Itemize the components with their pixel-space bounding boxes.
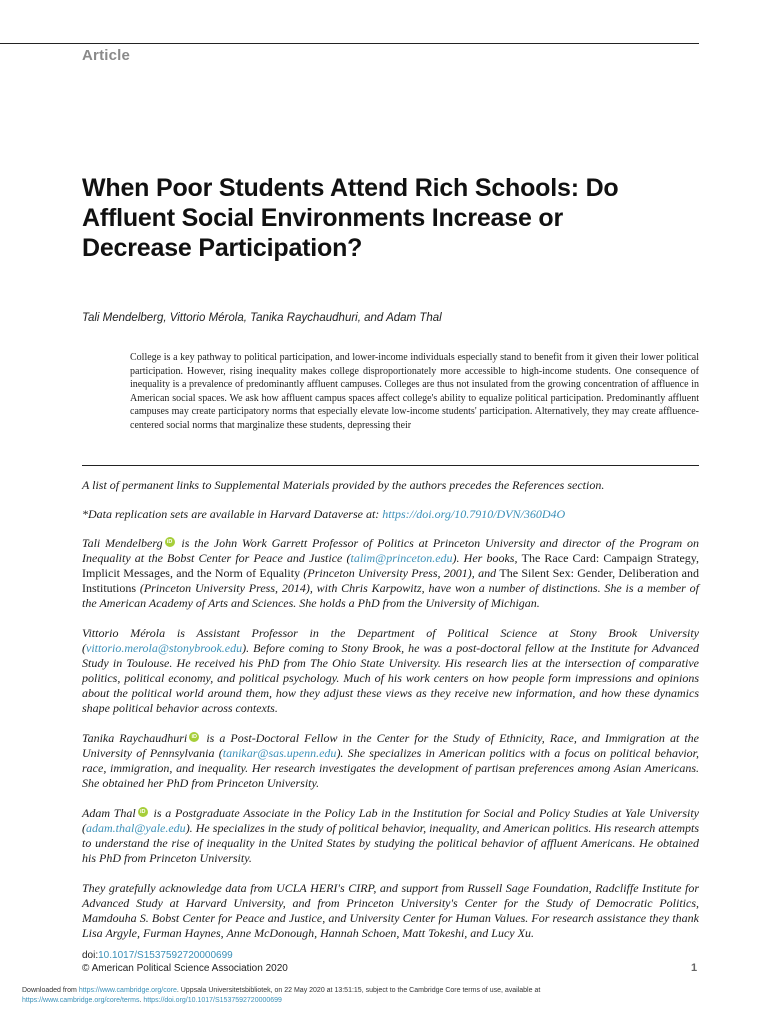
section-rule bbox=[82, 465, 699, 466]
orcid-icon[interactable] bbox=[189, 732, 199, 742]
bio-thal: Adam ThaliD is a Postgraduate Associate in the Policy Lab in the Institution for Social and Policy Studies at Yale University (adam.thal@yale.edu). He specializes in the study of political behavior, inequality, and American politics. His research attempts to understand the rise of inequality in the United States by studying the political behavior of affluent Americans. He obtained his PhD from Princeton University. bbox=[82, 806, 699, 866]
cambridge-core-link[interactable]: https://www.cambridge.org/core bbox=[78, 987, 177, 994]
author-list: Tali Mendelberg, Vittorio Mérola, Tanika Raychaudhuri, and Adam Thal bbox=[82, 312, 442, 324]
replication-link[interactable]: https://doi.org/10.7910/DVN/360D4O bbox=[382, 507, 566, 521]
article-doi-link[interactable]: https://doi.org/10.1017/S1537592720000699 bbox=[143, 996, 282, 1004]
author-notes bbox=[82, 478, 699, 956]
acknowledgement: They gratefully acknowledge data from UCLA HERI's CIRP, and support from Russell Sage Foundation, Radcliffe Institute for Advanced Study at Harvard University, and from Princeton University's Center for the Study of Democratic Politics, Mamdouha S. Bobst Center for Peace and Justice, and University Center for Human Values. For research assistance they thank Lisa Argyle, Furman Haynes, Anne McDonough, Hannah Schoen, Matt Tokeshi, and Lucy Xu. bbox=[82, 881, 699, 940]
email-link[interactable]: adam.thal@yale.edu bbox=[86, 821, 186, 835]
bio-name: Tali Mendelberg bbox=[82, 536, 163, 550]
email-link[interactable]: tanikar@sas.upenn.edu bbox=[222, 746, 337, 760]
bio-name: Tanika Raychaudhuri bbox=[82, 731, 188, 745]
copyright: © American Political Science Association 2020 bbox=[82, 963, 288, 974]
bio-raychaudhuri: Tanika RaychaudhuriiD is a Post-Doctoral Fellow in the Center for the Study of Ethnicity, Race, and Immigration at the University of Pennsylvania (tanikar@sas.upenn.edu). She specializes in American politics with a focus on political behavior, race, immigration, and inequality. Her research investigates the development of partisan preferences among Asian Americans. She obtained her PhD from Princeton University. bbox=[82, 731, 699, 791]
orcid-icon[interactable] bbox=[165, 537, 175, 547]
bio-name: Adam Thal bbox=[82, 806, 136, 820]
replication-text: *Data replication sets are available in Harvard Dataverse at: bbox=[82, 507, 383, 521]
doi-line: doi:10.1017/S1537592720000699 bbox=[82, 950, 233, 961]
bio-mendelberg: Tali MendelbergiD is the John Work Garrett Professor of Politics at Princeton University and director of the Program on Inequality at the Bobst Center for Peace and Justice (talim@princeton.edu). Her books, The Race Card: Campaign Strategy, Implicit Messages, and the Norm of Equality (Princeton University Press, 2001), and The Silent Sex: Gender, Deliberation and Institutions (Princeton University Press, 2014), with Chris Karpowitz, have won a number of distinctions. She is a member of the American Academy of Arts and Sciences. She holds a PhD from the University of Michigan. bbox=[82, 536, 699, 611]
download-notice: Downloaded from https://www.cambridge.org/core. Uppsala Universitetsbibliotek, on 22 May 2020 at 13:51:15, subject to the Cambridge Core terms of use, available at https://www.cambridge.org/core/terms. https://doi.org/10.1017/S1537592720000699 bbox=[22, 987, 541, 1004]
orcid-icon[interactable] bbox=[138, 807, 148, 817]
email-link[interactable]: vittorio.merola@stonybrook.edu bbox=[86, 641, 243, 655]
top-rule bbox=[0, 43, 699, 44]
book-title: The Race Card: Campaign Strategy, Implicit Messages, and the Norm of Equality bbox=[82, 551, 700, 580]
article-type-label: Article bbox=[82, 47, 131, 64]
doi-link[interactable]: 10.1017/S1537592720000699 bbox=[98, 950, 233, 961]
bio-merola: Vittorio Mérola is Assistant Professor in the Department of Political Science at Stony Brook University (vittorio.merola@stonybrook.edu). Before coming to Stony Brook, he was a post-doctoral fellow at the Institute for Advanced Study in Toulouse. He received his PhD from The Ohio State University. His research lies at the intersection of comparative politics, political economy, and political psychology. Much of his work centers on how people form impressions and opinions about the political world around them, how they adjust these views as they receive new information, and how these dynamics shape political behavior across contexts. bbox=[82, 626, 699, 715]
email-link[interactable]: talim@princeton.edu bbox=[350, 551, 453, 565]
book-title: The Silent Sex: Gender, Deliberation and Institutions bbox=[82, 566, 699, 595]
article-title: When Poor Students Attend Rich Schools: Do Affluent Social Environments Increase or Decrease Participation? bbox=[82, 174, 619, 262]
supplemental-note: A list of permanent links to Supplemental Materials provided by the authors precedes the References section. bbox=[82, 478, 605, 492]
abstract: College is a key pathway to political participation, and lower-income individuals especially stand to benefit from it given their lower political participation. However, rising inequality makes college disproportionately more accessible to high-income students. One consequence of inequality is a prevalence of predominantly affluent campuses. Colleges are thus not insulated from the growing concentration of affluence in American social spaces. We ask how affluent campus spaces affect college's ability to equalize political participation. Predominantly affluent campuses may create participatory norms that especially elevate low-income students' participation. Alternatively, they may create affluence-centered social norms that marginalize these students, depressing their bbox=[130, 352, 699, 431]
replication-note bbox=[82, 507, 699, 522]
page-number: 1 bbox=[691, 962, 698, 974]
terms-link[interactable]: https://www.cambridge.org/core/terms bbox=[22, 996, 140, 1004]
